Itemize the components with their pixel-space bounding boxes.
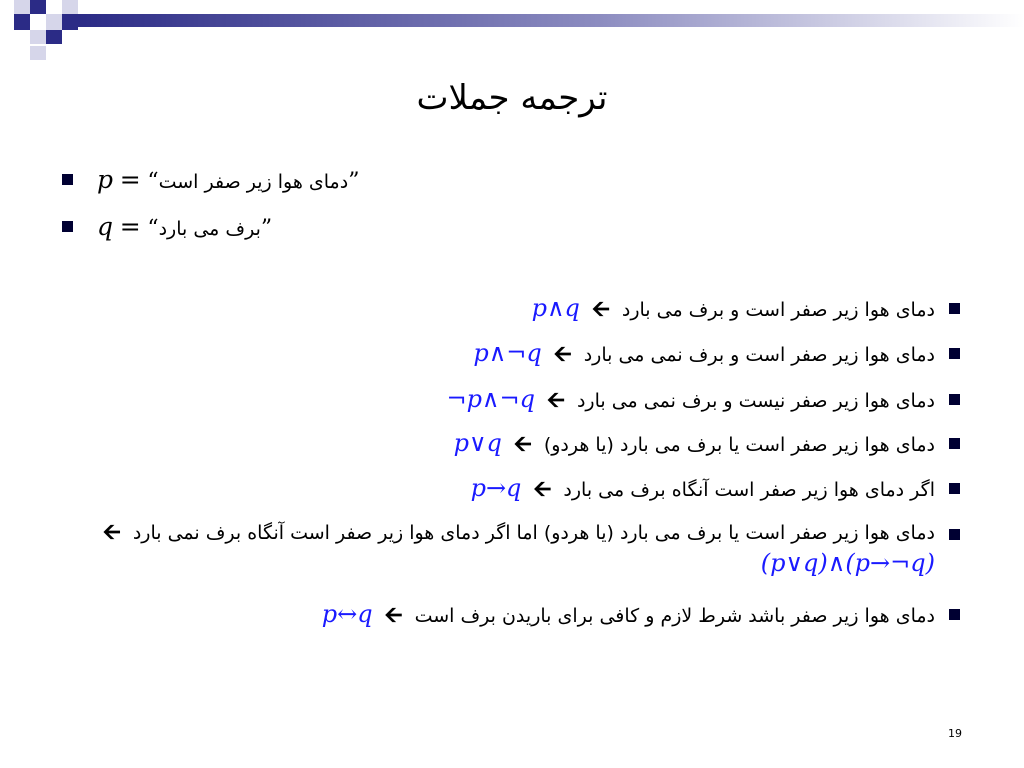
formula: (p∨q)∧(p→¬q) [760,549,935,577]
definition-text [97,165,359,194]
definition-text [97,212,272,241]
header-square-dark [62,14,78,30]
bullet-square [949,609,960,620]
open-quote: “ [147,168,159,194]
variable: q [97,211,114,241]
sentence-text: دمای هوا زیر صفر است و برف می بارد [621,299,935,321]
translation-item [60,472,960,507]
sentence-text: دمای هوا زیر صفر نیست و برف نمی می بارد [576,390,935,412]
page-number: 19 [948,727,962,740]
bullet-square [62,174,73,185]
arrow-left-icon: 🡨 [384,603,403,628]
equals-sign: = [119,211,141,241]
variable: p [97,164,114,194]
formula: p→q [470,474,522,502]
sentence-text: دمای هوا زیر صفر باشد شرط لازم و کافی برای باریدن برف است [414,605,935,627]
translation-item [60,383,960,418]
bullet-square [949,348,960,359]
header-square-dark [30,0,46,14]
formula: p↔q [321,600,373,628]
header-square-light [14,0,30,14]
definition-item [62,210,272,242]
header-square-light [30,46,46,60]
arrow-left-icon: 🡨 [513,432,532,457]
open-quote: “ [147,215,159,241]
header-square-light [46,14,62,30]
formula: ¬p∧¬q [446,385,535,413]
sentence-text: دمای هوا زیر صفر است و برف نمی می بارد [583,344,935,366]
sentence-text: دمای هوا زیر صفر است یا برف می بارد (یا هردو) اما اگر دمای هوا زیر صفر است آنگاه برف نمی بارد [132,522,935,544]
header-square-dark [46,30,62,44]
bullet-square [949,438,960,449]
header-square-light [30,30,46,44]
sentence-text: دمای هوا زیر صفر است یا برف می بارد (یا هردو) [543,434,935,456]
header-square-light [62,0,78,14]
bullet-square [949,529,960,540]
translation-item [60,518,960,580]
close-quote: ” [348,168,360,194]
arrow-left-icon: 🡨 [591,297,610,322]
equals-sign: = [119,164,141,194]
formula: p∧¬q [473,339,542,367]
header-gradient-bar [0,0,1024,34]
bullet-square [949,394,960,405]
proposition-text: برف می بارد [158,217,261,240]
proposition-text: دمای هوا زیر صفر است [158,170,349,193]
bullet-square [949,483,960,494]
header-square-dark [14,14,30,30]
arrow-left-icon: 🡨 [102,520,121,545]
sentence-text: اگر دمای هوا زیر صفر است آنگاه برف می بارد [563,479,935,501]
arrow-left-icon: 🡨 [553,342,572,367]
translation-item [60,427,960,462]
formula: p∨q [453,429,502,457]
definition-item [62,163,359,195]
bullet-square [949,303,960,314]
translation-item [60,598,960,633]
formula: p∧q [531,294,580,322]
arrow-left-icon: 🡨 [547,388,565,413]
translation-item [60,337,960,372]
bullet-square [62,221,73,232]
translation-item [60,292,960,327]
close-quote: ” [260,215,273,241]
arrow-left-icon: 🡨 [533,477,552,502]
slide-title: ترجمه جملات [416,78,608,118]
